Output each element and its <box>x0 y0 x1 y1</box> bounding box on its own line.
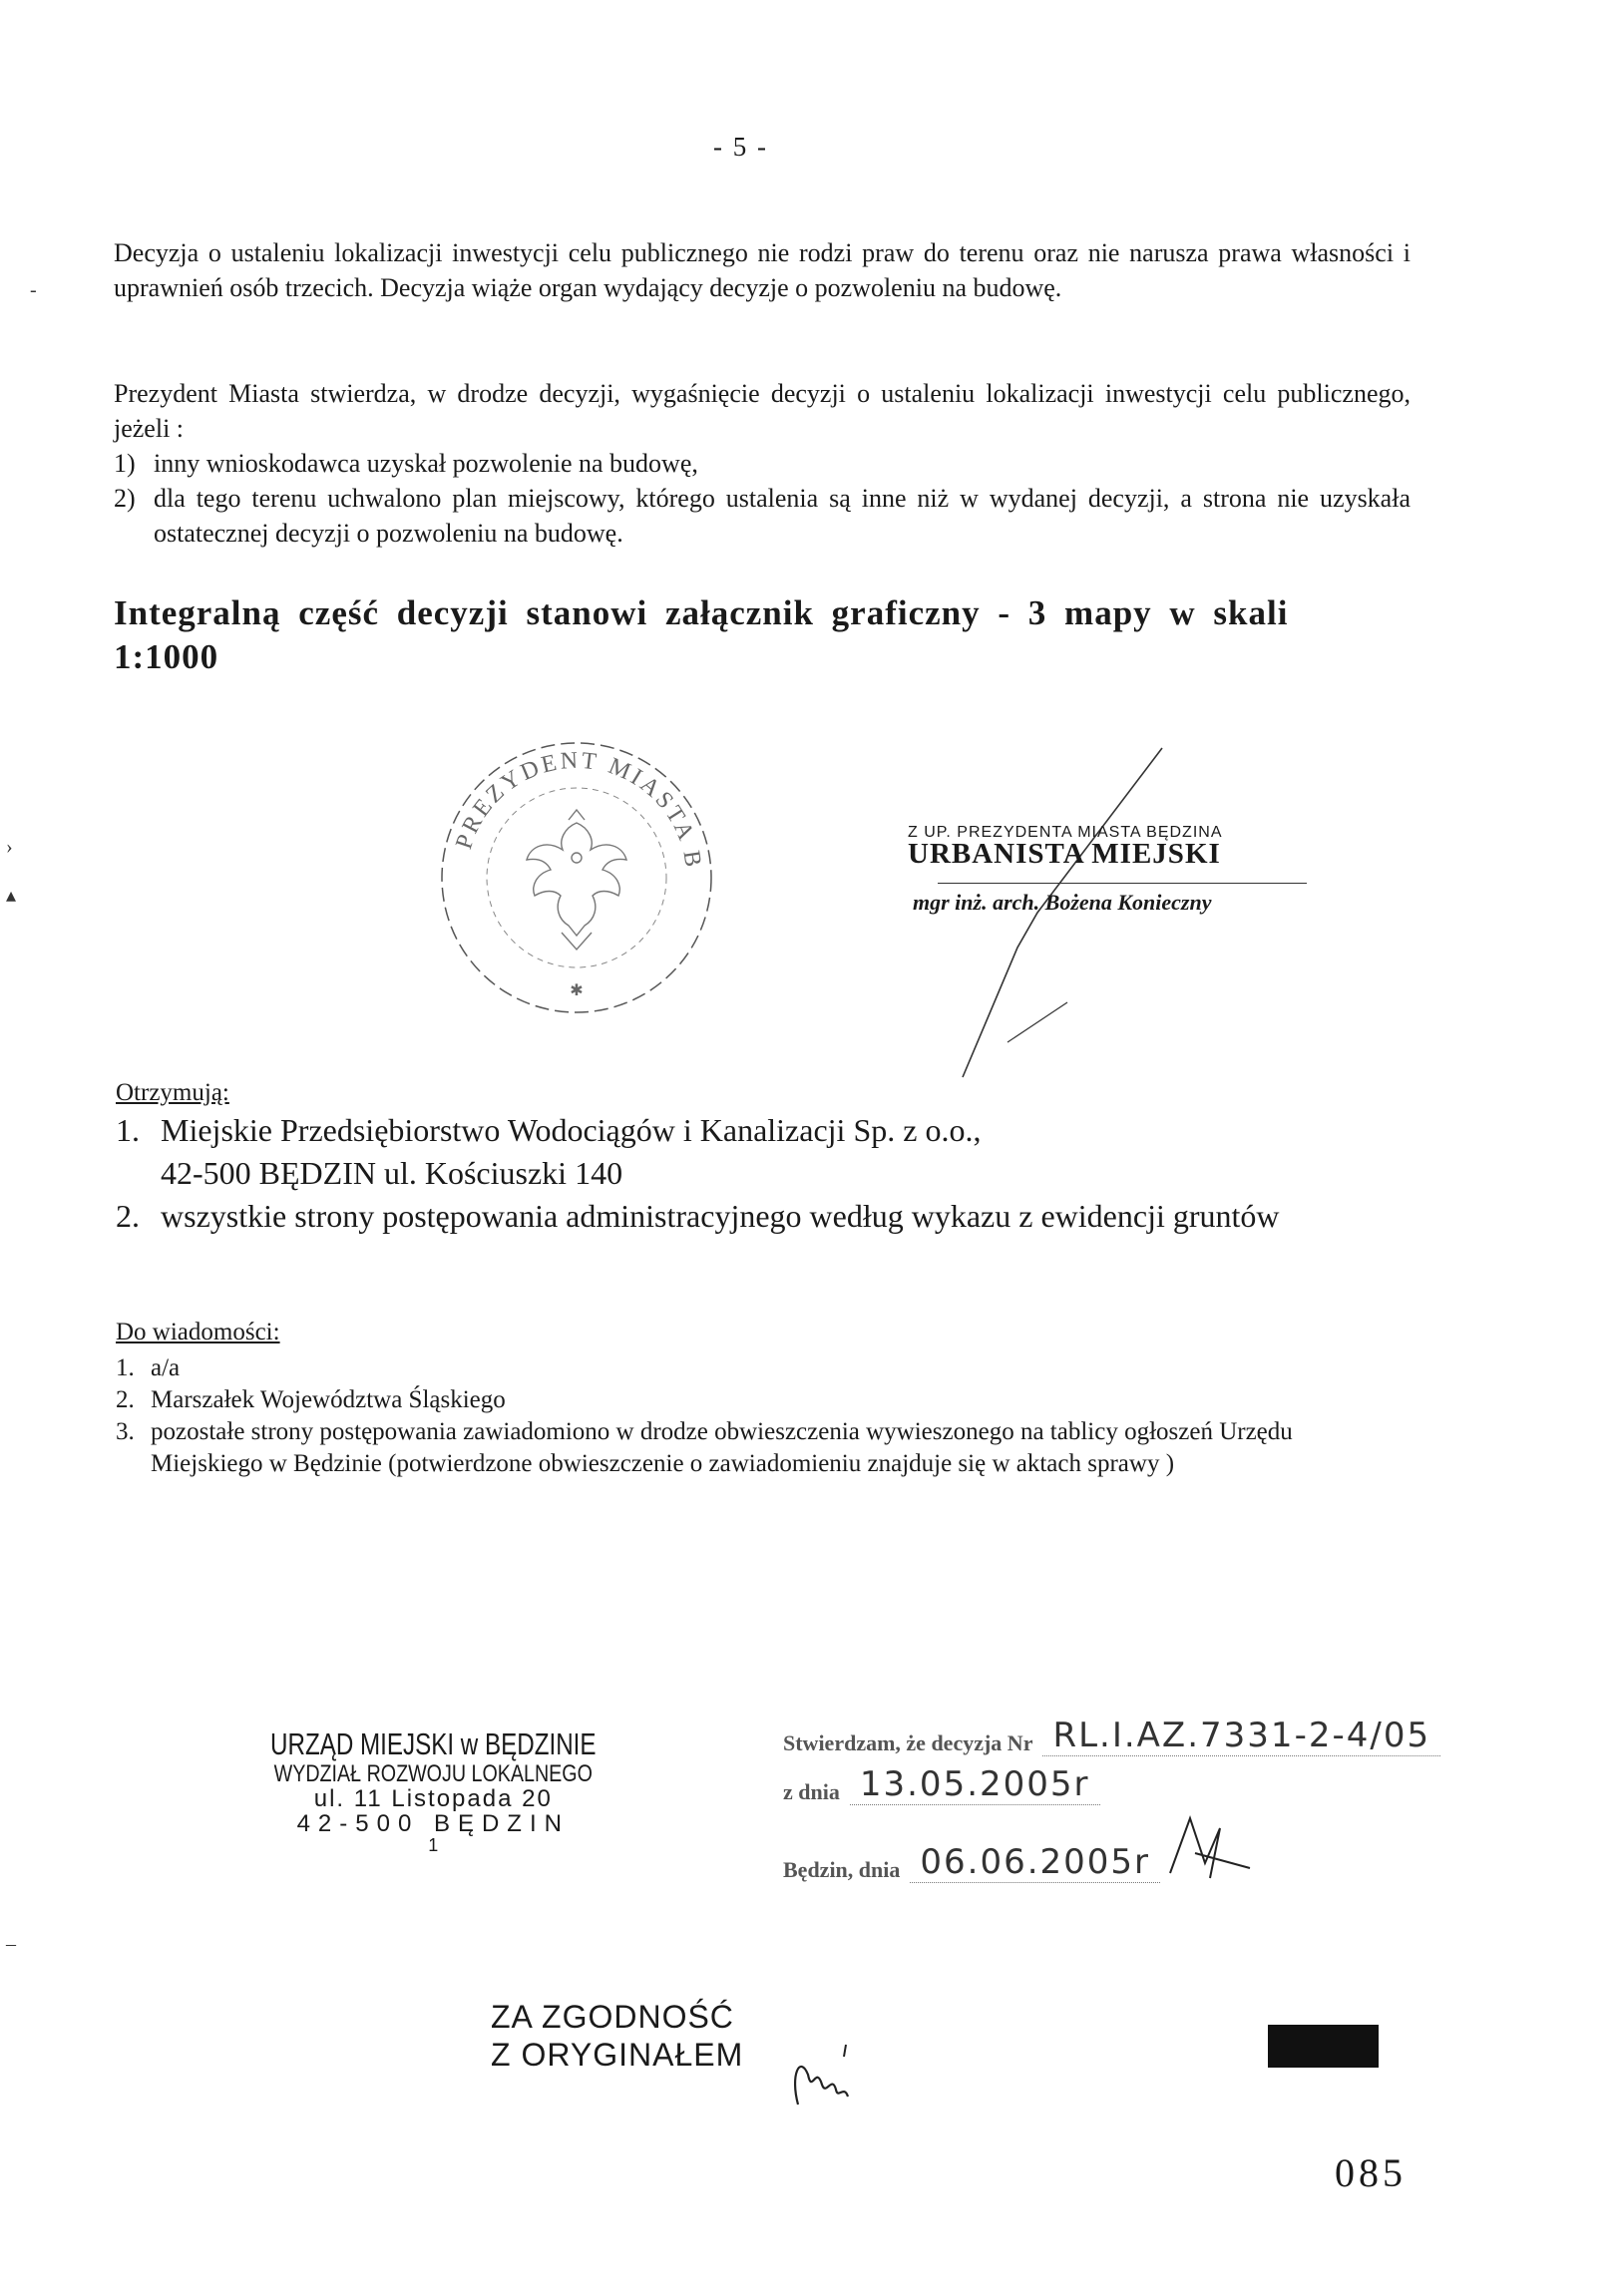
list-item <box>116 1384 1413 1416</box>
list-item <box>116 1195 1413 1238</box>
list-item-number: 2) <box>114 484 136 513</box>
paragraph-decision-effects <box>114 235 1411 305</box>
decision-number: RL.I.AZ.7331-2-4/05 <box>1042 1716 1440 1756</box>
certification-row <box>783 1764 1541 1805</box>
recipients-title: Otrzymują: <box>116 1079 229 1106</box>
list-item <box>116 1109 1413 1195</box>
list-item-text: dla tego terenu uchwalono plan miejscowy, którego ustalenia są inne niż w wydanej decyzji, a strona nie uzyskała ostatecznej decyzji o pozwoleniu na budowę. <box>154 484 1411 548</box>
list-item-text: inny wnioskodawca uzyskał pozwolenie na budowę, <box>154 449 698 478</box>
for-info-title: Do wiadomości: <box>116 1319 280 1345</box>
list-item <box>116 1352 1413 1384</box>
signatory-name: mgr inż. arch. Bożena Konieczny <box>913 890 1212 915</box>
list-item <box>114 481 1411 551</box>
scan-speck: - <box>30 279 37 301</box>
official-seal <box>427 728 726 1027</box>
seal-text: PREZYDENT MIASTA B <box>451 747 706 872</box>
list-item-number: 1) <box>114 449 136 478</box>
recipient-name: Miejskie Przedsiębiorstwo Wodociągów i Kanalizacji Sp. z o.o., <box>161 1112 982 1148</box>
list-item-number: 1. <box>116 1354 135 1381</box>
list-item-text: pozostałe strony postępowania zawiadomiono w drodze obwieszczenia wywieszonego na tablicy ogłoszeń Urzędu Miejskiego w Będzinie (potwierdzone obwieszczenie o zawiadomieniu znajduje się w aktach sprawy ) <box>151 1418 1293 1477</box>
certification-stamp <box>783 1716 1541 1891</box>
paragraph-expiry-conditions <box>114 376 1411 551</box>
conformity-stamp <box>491 1998 743 2074</box>
recipients-list <box>116 1109 1413 1238</box>
signature-line <box>938 883 1307 884</box>
list-item-text: a/a <box>151 1354 181 1381</box>
office-stamp <box>224 1728 642 1855</box>
page-number: - 5 - <box>713 132 768 162</box>
signature-authorization: Z UP. PREZYDENTA MIASTA BĘDZINA <box>908 824 1223 841</box>
attachment-heading: Integralną część decyzji stanowi załącznik graficzny - 3 mapy w skali 1:1000 <box>114 593 1289 676</box>
scan-speck: ▴ <box>6 885 17 907</box>
for-info-list <box>116 1352 1413 1480</box>
list-item <box>116 1416 1413 1480</box>
office-stamp-name: URZĄD MIEJSKI w BĘDZINIE <box>270 1726 597 1761</box>
svg-text:PREZYDENT MIASTA BĘDZINA <box>427 728 706 872</box>
scan-speck: – <box>6 1933 16 1955</box>
office-stamp-city: 42-500 BĘDZIN <box>296 1809 570 1837</box>
list-item-text <box>161 1109 981 1195</box>
signature-title: URBANISTA MIEJSKI <box>908 838 1221 870</box>
conformity-line-1: ZA ZGODNOŚĆ <box>491 1999 734 2035</box>
signature-block <box>908 824 1307 916</box>
office-stamp-street: ul. 11 Listopada 20 <box>313 1784 553 1812</box>
list-item-number: 2. <box>116 1198 140 1234</box>
redaction-bar <box>1268 2025 1379 2068</box>
office-stamp-department: WYDZIAŁ ROZWOJU LOKALNEGO <box>273 1759 593 1787</box>
initials-signature-icon <box>1160 1813 1260 1883</box>
list-item-number: 2. <box>116 1386 135 1413</box>
list-item-number: 3. <box>116 1418 135 1445</box>
decision-date: 13.05.2005r <box>850 1764 1100 1805</box>
certification-date: 06.06.2005r <box>910 1842 1160 1883</box>
sheet-number: 085 <box>1335 2150 1407 2195</box>
recipient-address: 42-500 BĘDZIN ul. Kościuszki 140 <box>161 1155 623 1191</box>
signature-stroke <box>828 738 1187 1097</box>
list-item-number: 1. <box>116 1112 140 1148</box>
paragraph-text: Decyzja o ustaleniu lokalizacji inwestycji celu publicznego nie rodzi praw do terenu oraz nie narusza prawa własności i uprawnień osób trzecich. Decyzja wiąże organ wydający decyzje o pozwoleniu na budowę. <box>114 238 1411 302</box>
conformity-line-2: Z ORYGINAŁEM <box>491 2037 744 2073</box>
handwritten-initials-icon <box>788 2035 868 2114</box>
certification-label: Będzin, dnia <box>783 1857 901 1882</box>
list-item <box>114 446 1411 481</box>
list-item-text: Marszałek Województwa Śląskiego <box>151 1386 506 1413</box>
paragraph-intro: Prezydent Miasta stwierdza, w drodze decyzji, wygaśnięcie decyzji o ustaleniu lokalizacji inwestycji celu publicznego, jeżeli : <box>114 379 1411 443</box>
seal-graphic <box>427 728 726 1027</box>
svg-text:✱: ✱ <box>570 982 584 999</box>
scan-speck: › <box>6 836 13 858</box>
list-item-text: wszystkie strony postępowania administracyjnego według wykazu z ewidencji gruntów <box>161 1198 1280 1234</box>
certification-row <box>783 1716 1541 1756</box>
certification-row <box>783 1813 1541 1883</box>
certification-label: Stwierdzam, że decyzja Nr <box>783 1730 1033 1755</box>
certification-label: z dnia <box>783 1779 840 1804</box>
eagle-emblem-icon <box>527 810 626 950</box>
office-stamp-number: 1 <box>428 1835 439 1856</box>
